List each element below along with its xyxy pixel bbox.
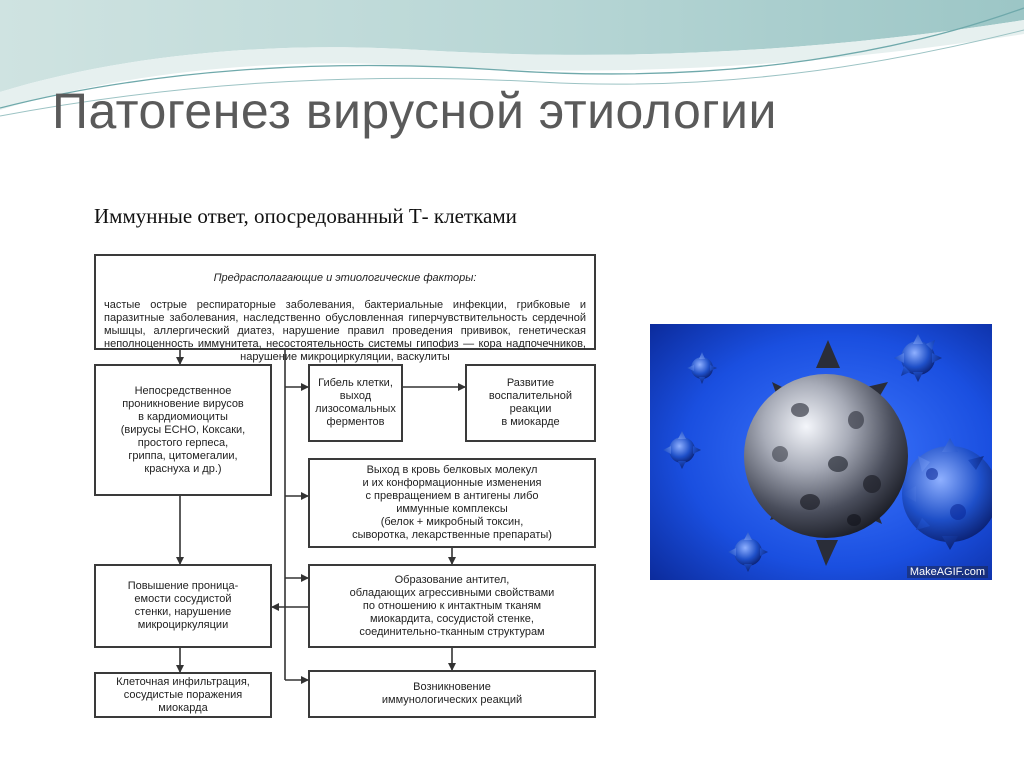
virus-illustration (650, 324, 992, 580)
permeability-box: Повышение проница- емости сосудистой стенки, нарушение микроциркуляции (94, 564, 272, 648)
factors-text: частые острые респираторные заболевания, бактериальные инфекции, грибковые и паразитные заболевания, наследственно обусловленная гиперчувствительность сердечной мышцы, аллергический диатез, нарушение правил проведения прививок, генетическая неполноценность иммунитета, несостоятельность системы гипофиз — кора надпочечников, нарушение микроциркуляции, васкулиты (104, 299, 586, 363)
factors-box (94, 254, 596, 363)
infiltration-box: Клеточная инфильтрация, сосудистые поражения миокарда (94, 672, 272, 718)
antibodies-box: Образование антител, обладающих агрессивными свойствами по отношению к интактным тканям миокардита, сосудистой стенке, соединительно-тканным структурам (308, 564, 596, 648)
inflammation-box: Развитие воспалительной реакции в миокарде (465, 364, 596, 442)
protein-release-box: Выход в кровь белковых молекул и их конформационные изменения с превращением в антигены либо иммунные комплексы (белок + микробный токсин, сыворотка, лекарственные препараты) (308, 458, 596, 548)
virus-artwork (650, 324, 992, 580)
cell-death-box: Гибель клетки, выход лизосомальных ферментов (308, 364, 403, 442)
slide-subtitle: Иммунные ответ, опосредованный Т- клетками (94, 204, 517, 228)
makeagif-watermark: MakeAGIF.com (907, 566, 988, 578)
direct-penetration-box: Непосредственное проникновение вирусов в кардиомиоциты (вирусы ЕСНО, Коксаки, простого герпеса, гриппа, цитомегалии, краснуха и др.) (94, 364, 272, 496)
immune-reactions-box: Возникновение иммунологических реакций (308, 670, 596, 718)
slide-title: Патогенез вирусной этиологии (52, 83, 777, 139)
factors-heading: Предрасполагающие и этиологические факторы: (213, 272, 477, 284)
